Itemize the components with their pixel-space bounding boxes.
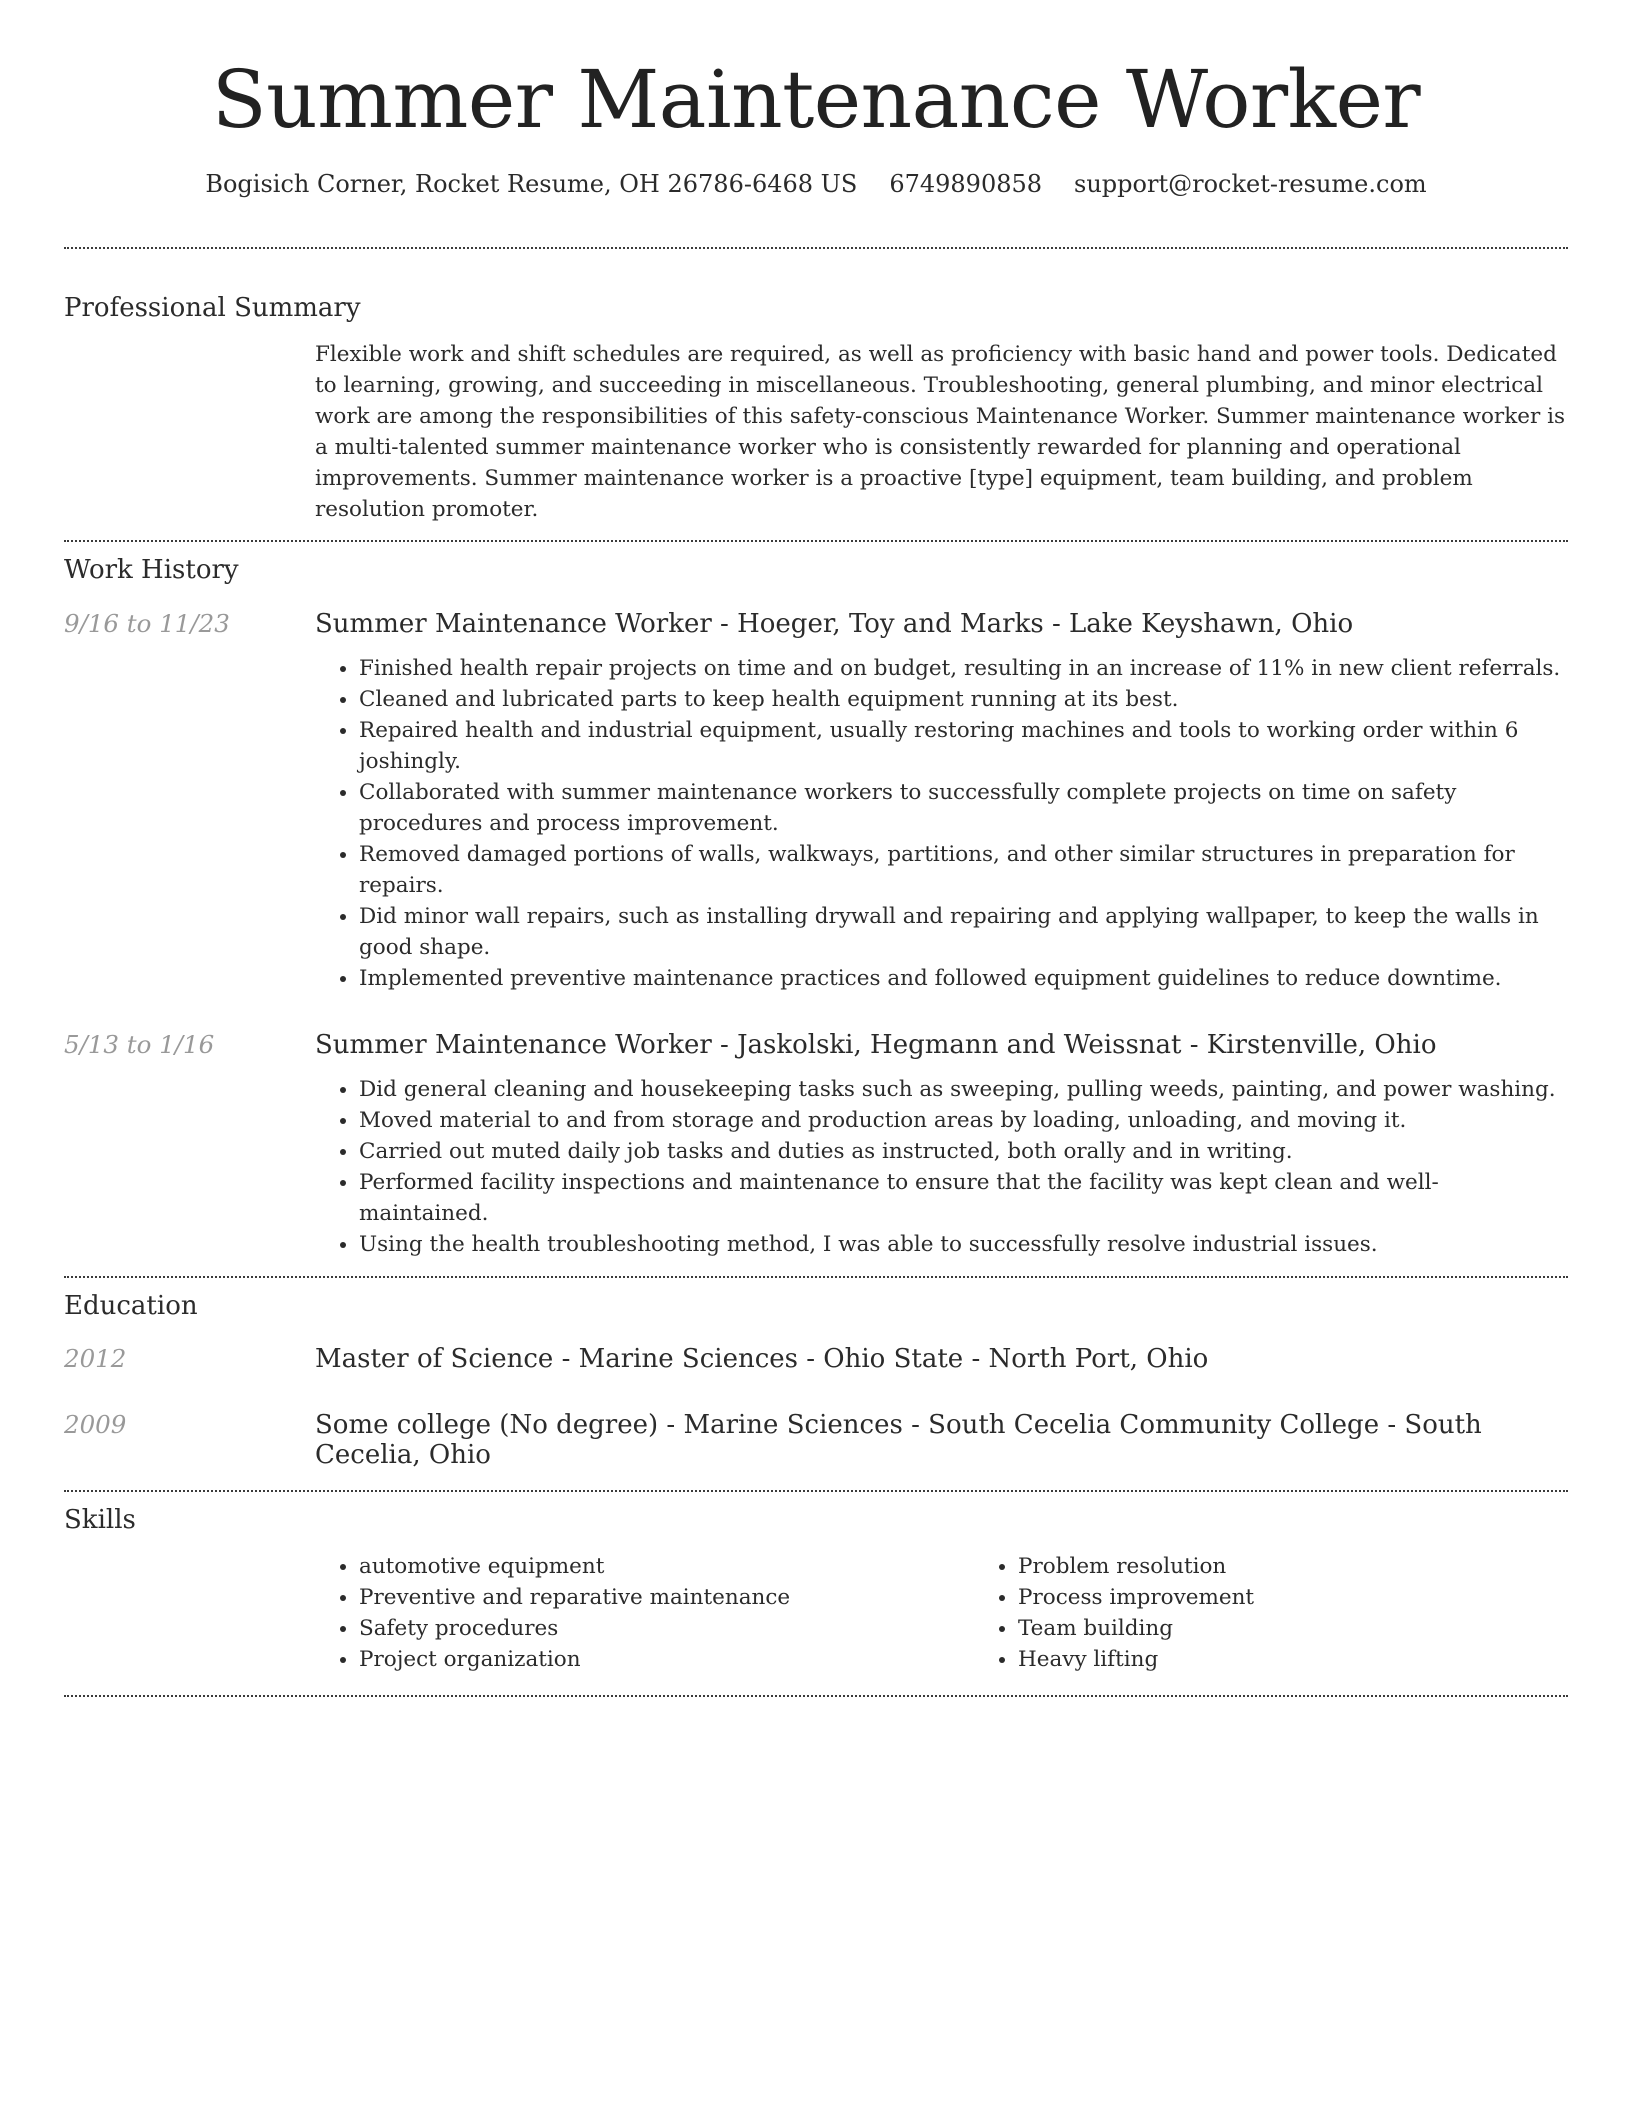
section-heading-work-history: Work History (64, 555, 239, 585)
education-year: 2012 (64, 1344, 127, 1373)
job-title: Summer Maintenance Worker - Hoeger, Toy and Marks - Lake Keyshawn, Ohio (315, 609, 1354, 639)
section-heading-summary: Professional Summary (64, 293, 361, 323)
candidate-name: Summer Maintenance Worker (211, 53, 1421, 146)
job-bullets (315, 653, 1568, 994)
job-dates: 9/16 to 11/23 (64, 609, 230, 638)
skill-item: • automotive equipment (359, 1551, 974, 1582)
summary-section (64, 293, 1568, 525)
job-title: Summer Maintenance Worker - Jaskolski, Hegmann and Weissnat - Kirstenville, Ohio (315, 1030, 1437, 1060)
list-item: • Did general cleaning and housekeeping tasks such as sweeping, pulling weeds, painting, and power washing. (359, 1074, 1568, 1105)
education-degree: Some college (No degree) - Marine Sciences - South Cecelia Community College - South Cecelia, Ohio (315, 1410, 1482, 1470)
job-dates: 5/13 to 1/16 (64, 1030, 215, 1059)
divider (64, 1695, 1568, 1697)
contact-address: Bogisich Corner, Rocket Resume, OH 26786-6468 US (205, 170, 858, 198)
education-entry (64, 1410, 1568, 1470)
education-section (64, 1291, 1568, 1470)
skill-item: • Problem resolution (1018, 1551, 1632, 1582)
skills-list (315, 1551, 1632, 1675)
list-item: • Moved material to and from storage and production areas by loading, unloading, and moving it. (359, 1105, 1568, 1136)
resume-header (64, 0, 1568, 198)
divider (64, 540, 1568, 542)
job-entry (64, 1030, 1568, 1260)
skill-item: • Safety procedures (359, 1613, 974, 1644)
education-entry (64, 1344, 1568, 1374)
divider (64, 1276, 1568, 1278)
contact-line (64, 170, 1568, 198)
skill-item: • Preventive and reparative maintenance (359, 1582, 974, 1613)
list-item: • Carried out muted daily job tasks and duties as instructed, both orally and in writing. (359, 1136, 1568, 1167)
skills-column-left (315, 1551, 974, 1675)
section-heading-education: Education (64, 1291, 198, 1321)
list-item: • Removed damaged portions of walls, walkways, partitions, and other similar structures in preparation for repairs. (359, 839, 1568, 901)
work-history-section (64, 555, 1568, 1260)
skill-item: • Heavy lifting (1018, 1644, 1632, 1675)
education-year: 2009 (64, 1410, 127, 1439)
skills-column-right (974, 1551, 1632, 1675)
skill-item: • Project organization (359, 1644, 974, 1675)
list-item: • Performed facility inspections and maintenance to ensure that the facility was kept clean and well-maintained. (359, 1167, 1568, 1229)
divider (64, 247, 1568, 249)
education-degree: Master of Science - Marine Sciences - Ohio State - North Port, Ohio (315, 1344, 1209, 1374)
skills-section (64, 1505, 1568, 1675)
list-item: • Cleaned and lubricated parts to keep health equipment running at its best. (359, 684, 1568, 715)
section-heading-skills: Skills (64, 1505, 136, 1535)
list-item: • Did minor wall repairs, such as installing drywall and repairing and applying wallpaper, to keep the walls in good shape. (359, 901, 1568, 963)
list-item: • Repaired health and industrial equipment, usually restoring machines and tools to working order within 6 joshingly. (359, 715, 1568, 777)
divider (64, 1490, 1568, 1492)
contact-email: support@rocket-resume.com (1074, 170, 1427, 198)
list-item: • Implemented preventive maintenance practices and followed equipment guidelines to reduce downtime. (359, 963, 1568, 994)
contact-phone: 6749890858 (889, 170, 1043, 198)
list-item: • Collaborated with summer maintenance workers to successfully complete projects on time on safety procedures and process improvement. (359, 777, 1568, 839)
job-entry (64, 609, 1568, 994)
skill-item: • Team building (1018, 1613, 1632, 1644)
job-bullets (315, 1074, 1568, 1260)
list-item: • Finished health repair projects on time and on budget, resulting in an increase of 11% in new client referrals. (359, 653, 1568, 684)
skill-item: • Process improvement (1018, 1582, 1632, 1613)
summary-text: Flexible work and shift schedules are required, as well as proficiency with basic hand and power tools. Dedicated to learning, growing, and succeeding in miscellaneous. Troubleshooting, general plumbing, and minor electrical work are among the responsibilities of this safety-conscious Maintenance Worker. Summer maintenance worker is a multi-talented summer maintenance worker who is consistently rewarded for planning and operational improvements. Summer maintenance worker is a proactive [type] equipment, team building, and problem resolution promoter. (315, 342, 1565, 522)
list-item: • Using the health troubleshooting method, I was able to successfully resolve industrial issues. (359, 1229, 1568, 1260)
